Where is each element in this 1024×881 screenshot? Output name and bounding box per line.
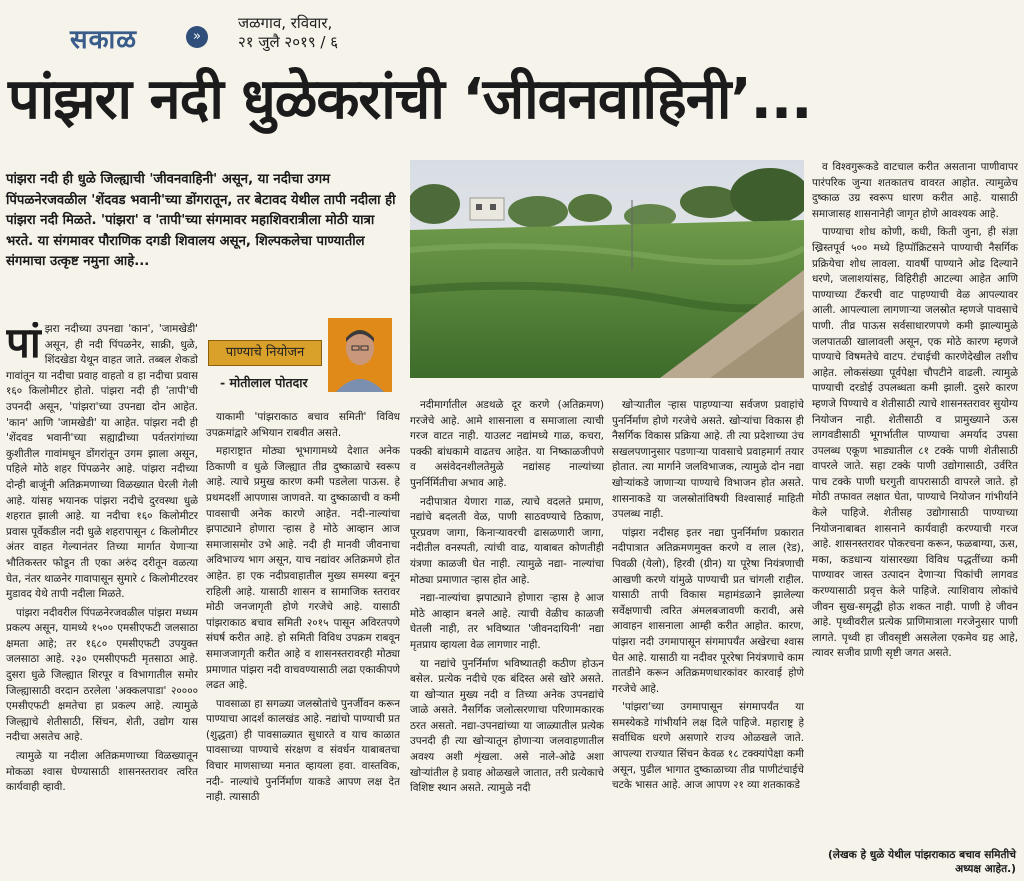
article-column-1 [6, 322, 198, 878]
paragraph: 'पांझरा'च्या उगमापासून संगमापर्यंत या समस्येकडे गांभीर्याने लक्ष दिले पाहिजे. महाराष्ट्र हे सर्वाधिक धरणे असणारे राज्य ओळखले जाते. आपल्या राज्यात सिंचन केवळ १८ टक्क्यांपेक्षा कमी असून, पुढील भागात दुष्काळाच्या तीव्र पाणीटंचाईचे चटके भासत आहे. आज आपण २१ व्या शतकाकडे [612, 701, 804, 792]
paragraph: पावसाळा हा सगळ्या जलस्रोतांचे पुनर्जीवन करून पाण्याचा आदर्श कालखंड आहे. नद्यांचो पाण्याची प्रत (शुद्धता) ही पावसाळ्यात सुधारते व याच काळात पावसाच्या पाण्याचे संरक्षण व संवर्धन याबाबतचा विचार माणसाच्या मनात व्हायला हवा. वास्तविक, नदी- नाल्यांचे पुनर्निर्माण याकडे आपण लक्ष देत नाही. त्यासाठी [206, 697, 400, 804]
paragraph: नद्या-नाल्यांचा झपाट्याने होणारा ऱ्हास हे आज मोठे आव्हान बनले आहे. त्याची वेळीच काळजी घेतली नाही, तर भविष्यात 'जीवनदायिनी' नद्या मृतप्राय व्हायला वेळ लागणार नाही. [410, 592, 604, 651]
paragraph: याकामी 'पांझराकाठ बचाव समिती' विविध उपक्रमांद्वारे अभियान राबवीत असते. [206, 411, 400, 439]
paragraph: या नद्यांचे पुनर्निर्माण भविष्यातही कठीण होऊन बसेल. प्रत्येक नदीचे एक बंदिस्त असे खोरे असते. या खोऱ्यात मुख्य नदी व तिच्या अनेक उपनद्यांचे जाळे असते. नैसर्गिक जलोत्सरणाचा परिणामकारक ठरत असतो. नद्या-उपनद्यांच्या या जाळ्यातील प्रत्येक उपनदी ही त्या खोऱ्यातून होणाऱ्या जलवाहणातील अवश्य अशी शृंखला. असे नाले-ओढे अशा खोऱ्यांतील हे प्रवाह ओळखले जातात, तरी प्रत्येकाचे विशिष्ट स्थान असते. त्यामुळे नदी [410, 657, 604, 795]
dateline: जळगाव, रविवार, २१ जुलै २०१९ / ६ [238, 14, 339, 51]
paragraph: झरा नदीच्या उपनद्या 'कान', 'जामखेडी' असून, ही नदी पिंपळनेर, साक्री, धुळे, शिंदखेडा येथून वाहत जाते. तब्बल शेकडो गावांतून या नदीचा प्रवाह वाहतो व हा नदीचा प्रवास १६० किलोमीटर होतो. पांझरा नदी ही 'तापी'ची उपनदी असून, 'पांझरा'च्या उपनद्या दोन आहेत. 'कान' आणि 'जामखेडी' या आहेत. पांझरा नदी ही 'शेंदवड भवानी'च्या सह्याद्रीच्या पर्वतरांगांच्या कुशीतील गावांमधून डोंगरांतून उगम झाला असून, पहिले मोठे शहर पिंपळनेर आहे. पांझरा नदीच्या दोन्ही बाजूंनी अतिक्रमणाच्या विळख्यात घेरली गेली आहे. यांसह भयानक पांझरा नदीचे दुरवस्था धुळे शहरात झाली आहे. या नदीचा १६० किलोमीटर प्रवास पूर्वेकडील नदी धुळे शहरापासून ८ किलोमीटर अंतर वाहत गेल्यानंतर तिच्या मार्गात येणाऱ्या भौतिकस्तर फोडून ती एका अरुंद दरीतून वळत्या घेत, नंतर थाळनेर गावापासून सुमारे ८ किलोमीटरवर मुडावद येथे तापी नदीला मिळते. [6, 323, 198, 601]
paragraph: पांझरा नदीसह इतर नद्या पुनर्निर्माण प्रकारात नदीपात्रात अतिक्रमणमुक्त करणे व लाल (रेड), पिवळी (येलो), हिरवी (ग्रीन) या पूरेषा नियंत्रणाची आखणी करणे यांमुळे पाण्याची प्रत चांगली राहील. यासाठी तापी विकास महामंडळाने झालेल्या सर्वेक्षणाची त्वरित अंमलबजावणी करावी, असे आवाहन शासनाला आम्ही करीत आहोत. कारण, पांझरा नदी उगमापासून संगमापर्यंत अखेरचा श्वास घेत आहे. यासाठी या नदीवर पूररेषा नियंत्रणाचे काम तातडीने करून अतिक्रमणधारकांवर कारवाई होणे गरजेचे आहे. [612, 526, 804, 695]
paragraph: पांझरा नदीवरील पिंपळनेरजवळील पांझरा मध्यम प्रकल्प असून, यामध्ये १५०० एमसीएफटी जलसाठा क्षमता आहे; तर १६८० एमसीएफटी उपयुक्त जलसाठा आहे. २३० एमसीएफटी मृतसाठा आहे. दुसरा धुळे जिल्ह्यात शिरपूर व विभागातील समोर जिल्ह्यासाठी वरदान ठरलेला 'अक्कलपाडा' २०००० एमसीएफटी क्षमतेचा हा प्रकल्प आहे. त्यामुळे जिल्ह्याचे शेतीसाठी, सिंचन, शेती, उद्योग यास नदीचा असतेच आहे. [6, 606, 198, 744]
river-photo-image [410, 160, 804, 378]
chevron-right-icon: » [186, 26, 208, 48]
article-column-3 [410, 398, 604, 878]
paragraph: व विश्वगुरूकडे वाटचाल करीत असताना पाणीवापर पारंपरिक जुन्या शतकातच वावरत आहोत. त्यामुळेच दुष्काळ उग्र स्वरूप धारण करीत आहे. यासाठी समाजासह शासनानेही जागृत होणे आवश्यक आहे. [812, 161, 1018, 220]
paragraph: त्यामुळे या नदीला अतिक्रमणाच्या विळख्यातून मोकळा श्वास घेण्यासाठी शासनस्तरावर त्वरित कार्यवाही व्हावी. [6, 750, 198, 794]
river-photo [410, 160, 804, 378]
masthead [70, 14, 410, 60]
author-note: (लेखक हे धुळे येथील पांझराकाठ बचाव समितीचे अध्यक्ष आहेत.) [827, 849, 1016, 875]
article-column-2 [206, 410, 400, 878]
dropcap: पां [6, 322, 41, 367]
article-column-5 [812, 160, 1018, 842]
author-photo [328, 318, 392, 392]
paragraph: महाराष्ट्रात मोठ्या भूभागामध्ये देशात अनेक ठिकाणी व धुळे जिल्ह्यात तीव्र दुष्काळाचे स्वरूप आहे. त्याचे प्रमुख कारण कमी पडलेला पाऊस. हे प्रथमदर्शी आपणास जाणवते. या दुष्काळाची व कमी पावसाची अनेक कारणे आहेत. नदी-नाल्यांचा झपाट्याने होणारा ऱ्हास हे मोठे आव्हान आज समाजासमोर उभे आहे. नदी ही मानवी जीवनाचा अविभाज्य भाग असून, याच नद्यांवर अतिक्रमणे होत आहेत. हा एक नदीप्रवाहातील मुख्य समस्या बनून राहिली आहे. यासाठी शासन व सामाजिक स्तरावर मोठी जनजागृती होणे गरजेचे आहे. यासाठी पांझराकाठ बचाव समिती २०१५ पासून अविरतपणे संघर्ष करीत आहे. हो समिती विविध उपक्रम राबवून समाजजागृती करीत आहे व शासनस्तरावरही मोठ्या प्रमाणात पांझरा नदी वाचवण्यासाठी लढा एकाकीपणे लढत आहे. [206, 445, 400, 692]
column-badge [206, 318, 392, 406]
column-title: पाण्याचे नियोजन [208, 340, 322, 366]
paragraph: पाण्याचा शोध कोणी, कधी, किती जुना, ही संज्ञा ख्रिस्तपूर्व ५०० मध्ये हिप्पॉक्रिटसने पाण्याची नैसर्गिक प्रक्रियेचा शोध लावला. यावर्षी पाण्याने ओढ दिल्याने धरणे, जलाशयांसह, विहिरीही आटल्या आहेत आणि पाण्याच्या टँकरची वाट पाहण्याची वेळ आपल्यावर आली. आपल्याला लागणाऱ्या जलस्रोत म्हणजे पावसाचे पाणी. तीव्र पाऊस सर्वसाधारणपणे कमी झाल्यामुळे जलपातळी खालावली असून, एक मोठे कारण म्हणजे पाण्याचे विषमतेचे वाटप. टंचाईची कारणेदेखील तशीच आहेत. लोकसंख्या पूर्वपेक्षा चौपटीने वाढली. त्यामुळे पाण्याची दरडोई उपलब्धता कमी झाली. दुसरे कारण म्हणजे पिण्याचे व शेतीसाठी त्याचे शासनस्तरावर सुयोग्य नियोजन नाही. शेतीसाठी व प्रामुख्याने ऊस लागवडीसाठी भूगर्भातील पाण्याचा अमर्याद उपसा उपलब्ध एकूण भाड्यातील ८१ टक्के पाणी शेतीसाठी वापरले जाते. सहा टक्के पाणी उद्योगासाठी, उर्वरित पाच टक्के पाणी घरगुती वापरासाठी वापरले जाते. हो मोठी तफावत लक्षात घेता, पाण्याचे नियोजन गांभीर्याने केले पाहिजे. शेतीसह उद्योगासाठी पाण्याच्या नियोजनाबाबत शासनाने कार्यवाही करण्याची गरज आहे. शासनस्तरावर पोकरचना करून, फळबाग्या, ऊस, मका, कडधान्य यांसारख्या विविध पद्धतींच्या कमी पाण्यावर जास्त उत्पादन देणाऱ्या पिकांची लागवड करण्यासाठी प्रवृत्त केले पाहिजे. त्याशिवाय लोकांचे जीवन सुख-समृद्धी होऊ शकत नाही. पाणी हे जीवन आहे. पृथ्वीवरील प्रत्येक प्राणिमात्राला गरजेनुसार पाणी लागते. पृथ्वी हा जीवसृष्टी असलेला एकमेव ग्रह आहे, त्यावर सजीव प्राणी सृष्टी जगत असते. [812, 226, 1018, 660]
paragraph: नदीपात्रात येणारा गाळ, त्याचे वदलते प्रमाण, नद्यांचे बदलती वेळ, पाणी साठवण्याचे ठिकाण, पूरप्रवण जागा, किनाऱ्यावरची ढासळणारी जागा, नदीतील वनस्पती, त्यांची वाढ, याबाबत कोणतीही यंत्रणा काळजी घेत नाही. त्यामुळे नद्या- नाल्यांचा मोठ्या प्रमाणात ऱ्हास होत आहे. [410, 495, 604, 586]
paragraph: खोऱ्यातील ऱ्हास पाहण्याऱ्या सर्वजण प्रवाहांचे पुनर्निर्माण होणे गरजेचे असते. खोऱ्यांचा विकास ही नैसर्गिक विकास प्रक्रिया आहे. ती त्या प्रदेशाच्या उंच सखलपणानुसार पडणाऱ्या पावसाचे प्रवाहमार्ग तयार होतात. त्या मार्गाने जलविभाजक, त्यामुळे दोन नद्या खोऱ्यांकडे जाणाऱ्या पाण्याचे विभाजन होत असते. शासनाकडे या जलस्रोतांविषयी विश्वासार्ह माहिती उपलब्ध नाही. [612, 399, 804, 521]
paragraph: नदीमार्गातील अडथळे दूर करणे (अतिक्रमण) गरजेचे आहे. आमे शासनाला व समाजाला त्याची गरज वाटत नाही. याउलट नद्यांमध्ये गाळ, कचरा, पक्की बांधकामे वाढतच आहेत. या निष्काळजीपणे व असंवेदनशीलतेमुळे नद्यांसह नाल्यांच्या पुनर्निर्मितीचा अभाव आहे. [410, 399, 604, 489]
author-byline: - मोतीलाल पोतदार [220, 375, 308, 390]
newspaper-logo: सकाळ [70, 25, 138, 55]
author-portrait-image [328, 318, 392, 392]
article-headline: पांझरा नदी धुळेकरांची ‘जीवनवाहिनी’... [8, 67, 812, 132]
article-column-4 [612, 398, 804, 878]
article-intro: पांझरा नदी ही धुळे जिल्ह्याची 'जीवनवाहिनी' असून, या नदीचा उगम पिंपळनेरजवळील 'शेंदवड भवानी'च्या डोंगरातून, तर बेटावद येथील तापी नदीला ही पांझरा नदी मिळते. 'पांझरा' व 'तापी'च्या संगमावर महाशिवरात्रीला मोठी यात्रा भरते. या संगमावर पौराणिक दगडी शिवालय असून, शिल्पकलेचा पाण्यातील संगमाचा उत्कृष्ट नमुना आहे... [6, 172, 396, 269]
